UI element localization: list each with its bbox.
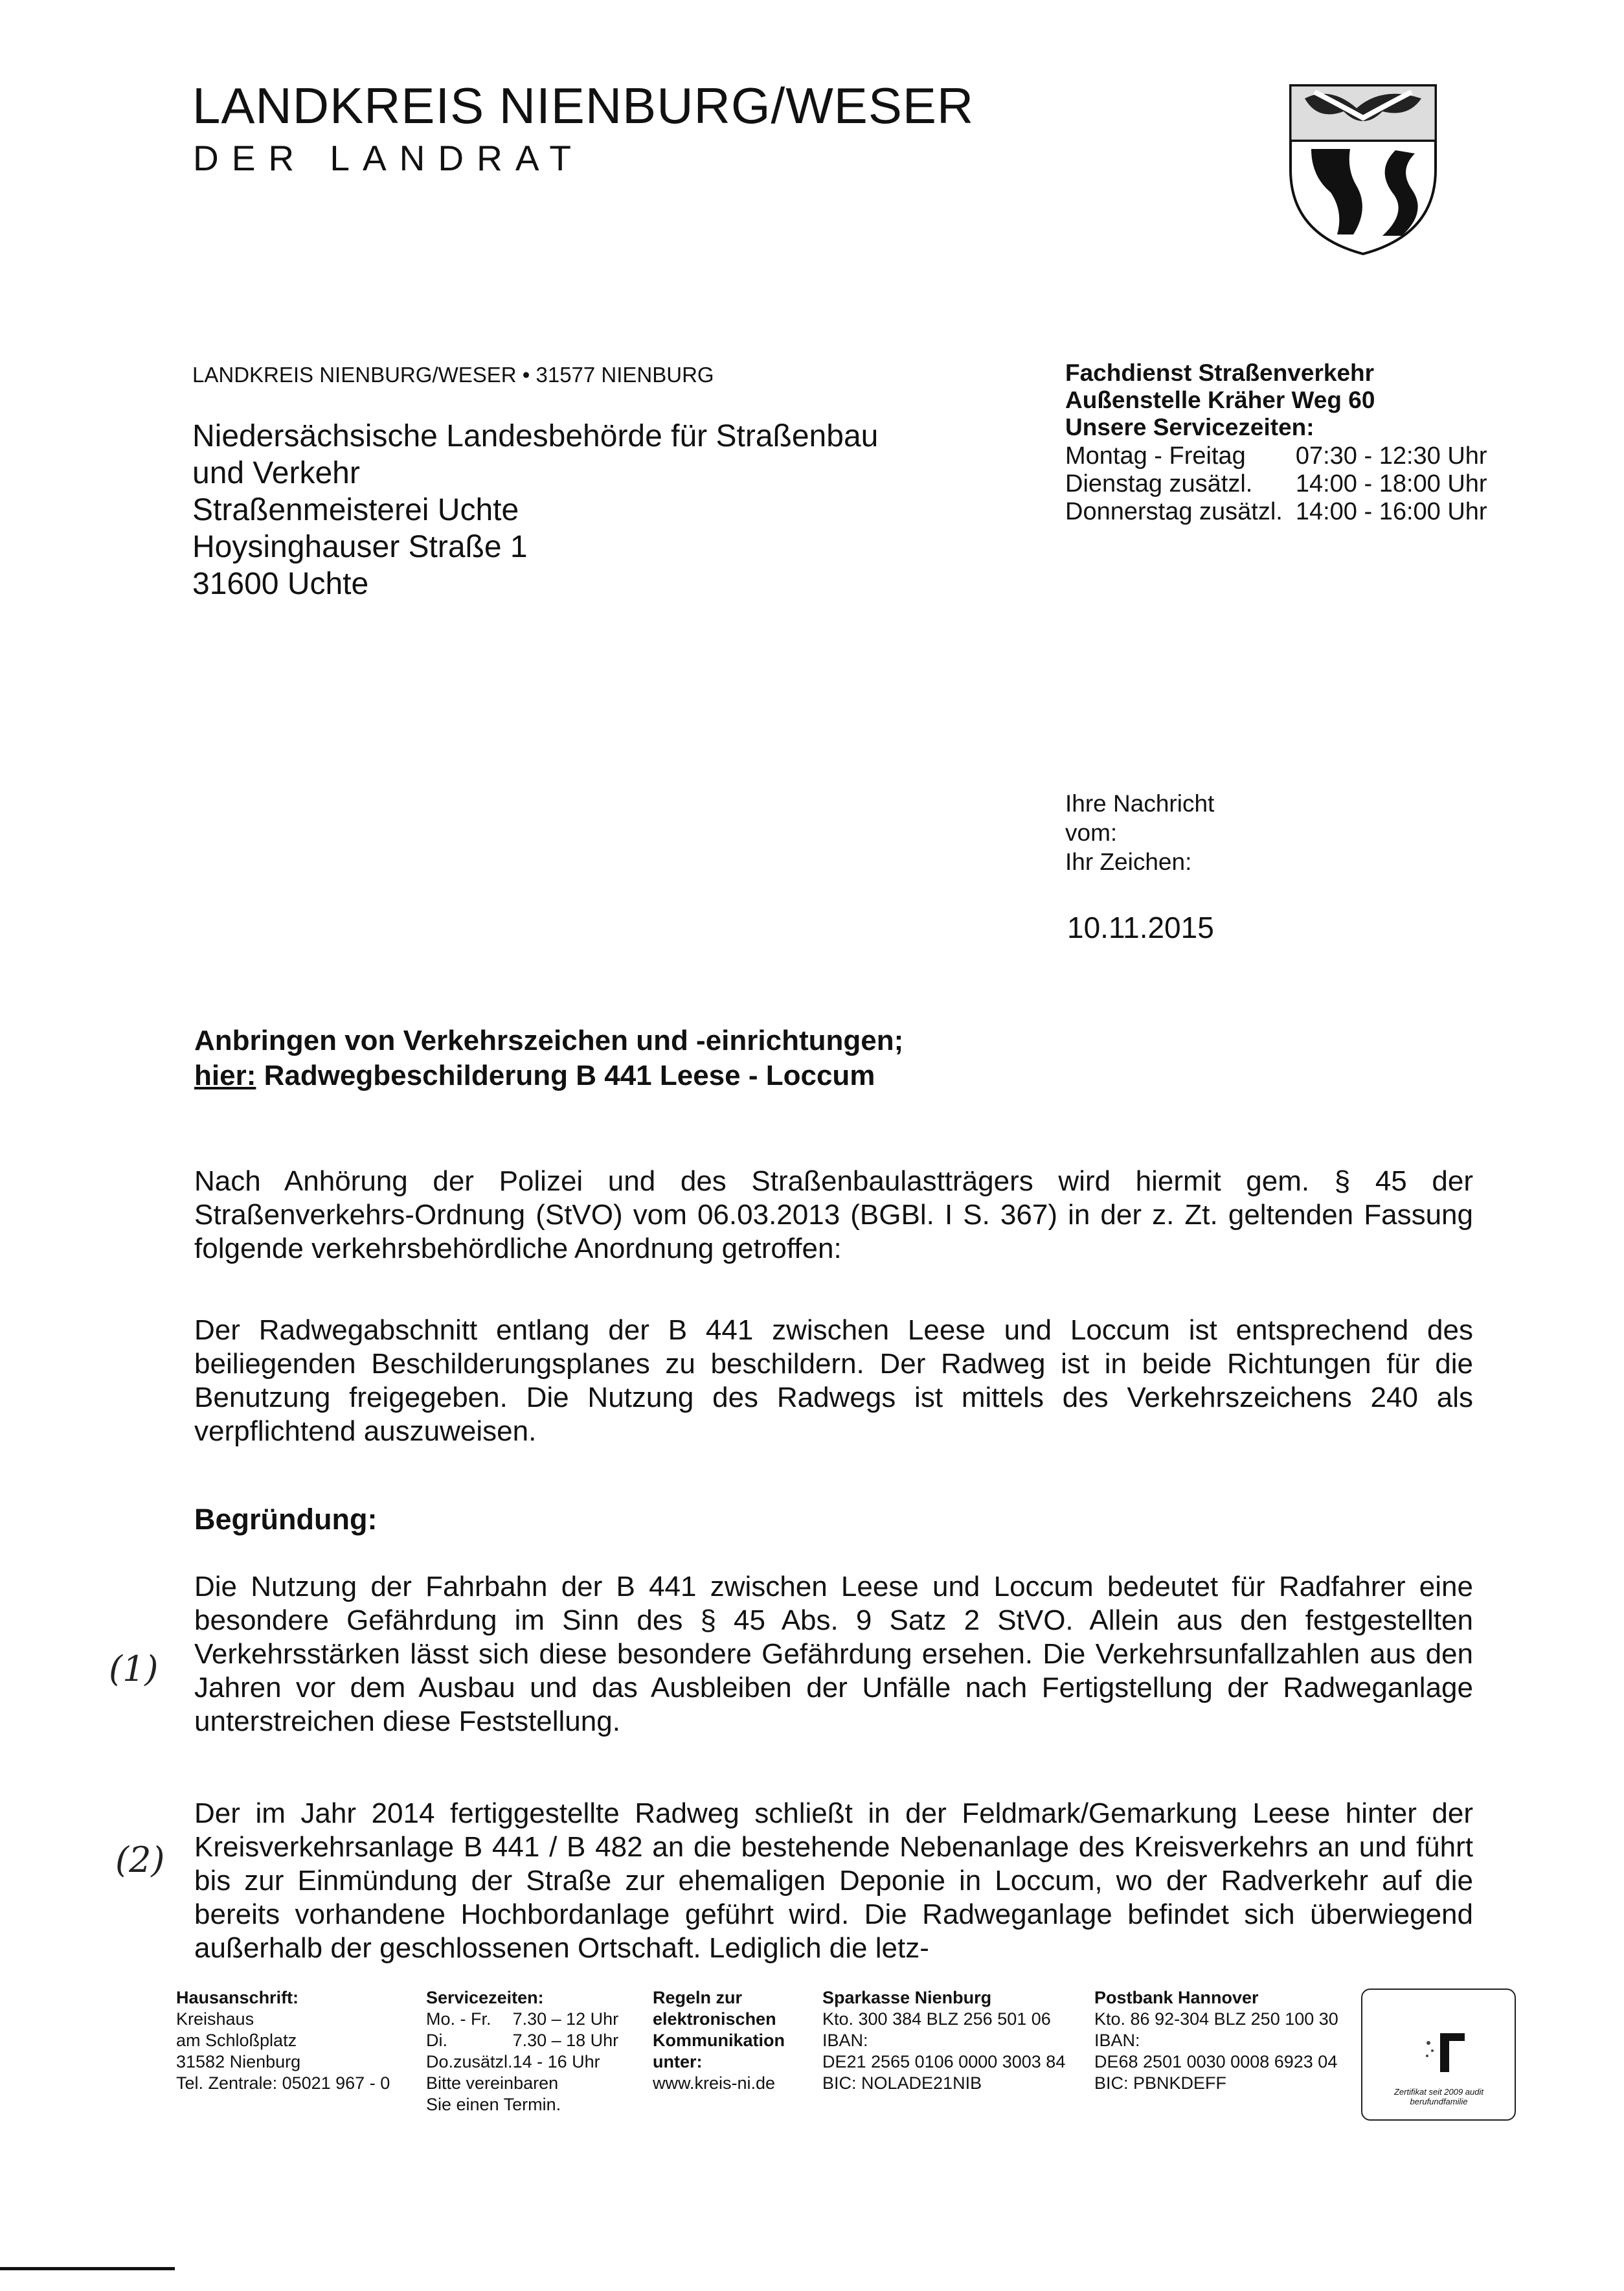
service-time: 07:30 - 12:30 Uhr <box>1295 442 1487 470</box>
service-day: Montag - Freitag <box>1065 442 1246 470</box>
department-info <box>1065 359 1544 526</box>
footer-service-time: 7.30 – 12 Uhr <box>512 2009 619 2029</box>
certificate-badge <box>1361 1989 1516 2121</box>
footer-service-row <box>426 2051 618 2073</box>
service-hours-row <box>1065 498 1487 526</box>
recipient-line: und Verkehr <box>192 456 360 490</box>
reasoning-heading: Begründung: <box>194 1503 378 1536</box>
footer-rules-line: elektronischen <box>653 2009 776 2029</box>
footer-line: Kreishaus <box>176 2009 254 2029</box>
footer-service-heading: Servicezeiten: <box>426 1988 544 2007</box>
footer-service-table <box>426 2009 618 2073</box>
department-name: Fachdienst Straßenverkehr <box>1065 359 1375 386</box>
footer-service-note: Bitte vereinbaren <box>426 2073 559 2093</box>
footer-service-note: Sie einen Termin. <box>426 2095 561 2114</box>
department-location: Außenstelle Kräher Weg 60 <box>1065 387 1375 413</box>
footer-bank-line: Kto. 86 92-304 BLZ 250 100 30 <box>1094 2009 1338 2029</box>
service-time: 14:00 - 18:00 Uhr <box>1295 470 1487 497</box>
footer-bank-line: Kto. 300 384 BLZ 256 501 06 <box>822 2009 1051 2029</box>
footer-service-time: 7.30 – 18 Uhr <box>512 2031 619 2050</box>
footer-line: Tel. Zentrale: 05021 967 - 0 <box>176 2073 390 2093</box>
service-time: 14:00 - 16:00 Uhr <box>1295 498 1487 525</box>
footer-service-row <box>426 2009 618 2030</box>
footer-service-day: Di. <box>426 2031 447 2050</box>
footer-service-hours <box>426 1987 618 2115</box>
footer-bank-line: IBAN: <box>1094 2031 1140 2050</box>
audit-berufundfamilie-logo-icon <box>1421 2030 1466 2075</box>
footer-line: am Schloßplatz <box>176 2031 297 2050</box>
subject-prefix: hier: <box>194 1060 256 1091</box>
footer-bank-heading: Postbank Hannover <box>1094 1988 1259 2007</box>
from-label: vom: <box>1065 819 1118 846</box>
margin-note-1: (1) <box>109 1648 159 1689</box>
recipient-line: Niedersächsische Landesbehörde für Straßenbau <box>192 419 879 453</box>
paragraph-order-basis: Nach Anhörung der Polizei und des Straßenbaulastträgers wird hiermit gem. § 45 der Straßenverkehrs-Ordnung (StVO) vom 06.03.2013 (BGBl. I S. 367) in der z. Zt. geltenden Fassung folgende verkehrsbehördliche Anordnung getroffen: <box>194 1165 1473 1264</box>
service-hours-label: Unsere Servicezeiten: <box>1065 414 1314 440</box>
sender-line: LANDKREIS NIENBURG/WESER • 31577 NIENBURG <box>192 363 714 387</box>
footer-service-day: Mo. - Fr. <box>426 2009 491 2029</box>
footer-bank-heading: Sparkasse Nienburg <box>822 1988 992 2007</box>
reference-block <box>1065 789 1214 876</box>
service-hours-row <box>1065 470 1487 498</box>
recipient-line: Hoysinghauser Straße 1 <box>192 530 528 564</box>
recipient-address <box>192 418 878 602</box>
subject-line-2 <box>194 1058 903 1093</box>
service-day: Dienstag zusätzl. <box>1065 470 1253 497</box>
letter-date: 10.11.2015 <box>1067 911 1214 944</box>
footer-service-row <box>426 2030 618 2051</box>
service-day: Donnerstag zusätzl. <box>1065 498 1283 525</box>
footer-bank-line: BIC: PBNKDEFF <box>1094 2073 1227 2093</box>
service-hours-table <box>1065 442 1487 526</box>
subject-line-1: Anbringen von Verkehrszeichen und -einrichtungen; <box>194 1025 904 1056</box>
authority-subtitle: DER LANDRAT <box>193 138 585 178</box>
footer-line: 31582 Nienburg <box>176 2052 301 2071</box>
footer-rules-line: Regeln zur <box>653 1988 743 2007</box>
footer-bank-line: DE68 2501 0030 0008 6923 04 <box>1094 2052 1338 2071</box>
footer-bank-line: BIC: NOLADE21NIB <box>822 2073 982 2093</box>
footer-rules-line: Kommunikation <box>653 2031 785 2050</box>
message-label: Ihre Nachricht <box>1065 790 1215 817</box>
recipient-line: 31600 Uchte <box>192 567 369 601</box>
certificate-text: Zertifikat seit 2009 audit berufundfamilie <box>1393 2087 1484 2106</box>
footer-address-heading: Hausanschrift: <box>176 1988 299 2007</box>
paragraph-reason-2: Der im Jahr 2014 fertiggestellte Radweg schließt in der Feldmark/Gemarkung Leese hinter der Kreisverkehrsanlage B 441 / B 482 an die bestehende Nebenanlage des Kreisverkehrs an und führt bis zur Einmündung der Straße zur ehemaligen Deponie in Loccum, wo der Radverkehr auf die bereits vorhandene Hochbordanlage geführt wird. Die Radweganlage befindet sich überwiegend außerhalb der geschlossenen Ortschaft. Lediglich die letz- <box>194 1797 1473 1964</box>
footer-e-communication <box>653 1987 785 2094</box>
service-hours-row <box>1065 442 1487 470</box>
paragraph-order: Der Radwegabschnitt entlang der B 441 zwischen Leese und Loccum ist entsprechend des beiliegenden Beschilderungsplanes zu beschildern. Der Radweg ist in beide Richtungen für die Benutzung freigegeben. Die Nutzung des Radwegs ist mittels des Verkehrszeichens 240 als verpflichtend auszuweisen. <box>194 1314 1473 1447</box>
footer-service-day: Do.zusätzl. <box>426 2052 513 2071</box>
footer-bank-sparkasse <box>822 1987 1065 2094</box>
margin-note-2: (2) <box>115 1840 165 1880</box>
footer-bank-postbank <box>1094 1987 1338 2094</box>
paragraph-reason-1: Die Nutzung der Fahrbahn der B 441 zwischen Leese und Loccum bedeutet für Radfahrer eine besondere Gefährdung im Sinn des § 45 Abs. 9 Satz 2 StVO. Allein aus den festgestellten Verkehrsstärken lässt sich diese besondere Gefährdung ersehen. Die Verkehrsunfallzahlen aus den Jahren vor dem Ausbau und das Ausbleiben der Unfälle nach Fertigstellung der Radweganlage unterstreichen diese Feststellung. <box>194 1571 1473 1737</box>
footer-bank-line: IBAN: <box>822 2031 868 2050</box>
subject <box>194 1023 903 1093</box>
footer-address <box>176 1987 390 2094</box>
footer-rules-line: unter: <box>653 2052 703 2071</box>
footer-bank-line: DE21 2565 0106 0000 3003 84 <box>822 2052 1066 2071</box>
authority-name: LANDKREIS NIENBURG/WESER <box>192 77 975 134</box>
scan-edge-mark <box>0 2267 175 2270</box>
subject-text: Radwegbeschilderung B 441 Leese - Loccum <box>256 1060 875 1091</box>
recipient-line: Straßenmeisterei Uchte <box>192 493 519 527</box>
sign-label: Ihr Zeichen: <box>1065 849 1192 875</box>
coat-of-arms-icon <box>1285 73 1441 257</box>
footer-service-time: 14 - 16 Uhr <box>512 2052 600 2071</box>
footer-website-link[interactable]: www.kreis-ni.de <box>653 2073 776 2093</box>
